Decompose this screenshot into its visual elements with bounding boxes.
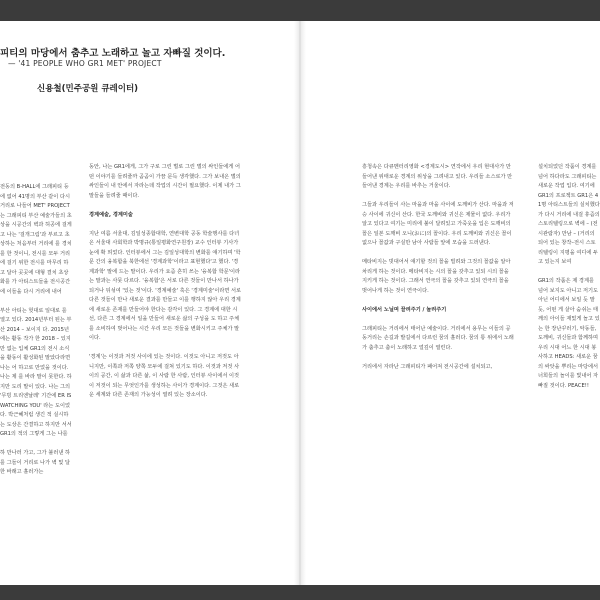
article-author: 신용철(민주공원 큐레이터) [37, 84, 139, 94]
text-column-3 [362, 163, 514, 583]
article-subtitle: — '41 PEOPLE WHO GR1 MET' PROJECT [8, 59, 162, 68]
paragraph: '경계'는 이것과 저것 사이에 있는 것이다. 이것도 아니고 저것도 아니지만, 이쪽과 저쪽 양쪽 모두에 걸쳐 있기도 하다. 이것과 저것 사이의 공간, 이 삶과 다른 삶, 이 사람 한 사람, 인터뷰 사이에서 이것이 저것이 되는 무엇인가를 생성하는 사이가 경계이다. 그것은 새로운 세계와 다른 존재의 가능성이 열려 있는 장소이다. [89, 354, 240, 398]
paragraph: 그래피티는 거리에서 태어난 예술이다. 거리에서 용무는 이들의 공동거리는 손길과 발길에서 다르런 꿈의 흘러다. 꿈의 통 위에서 노래가 춤추고 춤이 노래하고 얼깊이 열린다. [362, 325, 514, 351]
paragraph: 하 만나러 가고, 그가 불러낸 하를 그들이 거리로 나가 벽 및 달한 바래고 흘러가는 [0, 450, 71, 475]
paragraph: 흥청속은 다큐멘터리영화 <경계도시> 연작에서 우리 현대사가 만들어낸 위태로운 경계의 위상을 그려내고 있다. 우리들 소스로가 만들어낸 경계는 우리를 바추는 거울이다. [362, 164, 513, 189]
paragraph: GR1의 작품은 제 경계를 넘어 보지도 아니고 저기도 아닌 어디에서 보일 듯 말 듯, 어떤 게 살아 숨쉬는 태깨의 아이들 재밌게 놀고 있는 한 장난꾸러기, 악동들, 도깨비, 귀신들과 함께하며 우리 시대 어느 한 시대 봉사하고 HEADS: 새로운 꿈의 싸앗을 뿌리는 마당에서 너희들의 놀이를 빛내어 자빠질 것이다. PEACE!! [538, 278, 600, 389]
paragraph: 그들과 우리들이 사는 마을과 마을 사이에 도깨비가 산다. 마을과 저승 사이에 귀신이 산다. 한국 도깨비와 귀신은 제물이 없다. 우리가 알고 있다고 여기는 미리에 불이 달려있고 가죽옷을 입은 도깨비의 꼴은 일본 도깨비 오니(おに)의 꼴이다. 우리 도깨비와 귀신은 꼴이 없으나 꼴값과 구실만 남아 사람들 앞에 모습을 드러낸다. [362, 202, 514, 246]
section-heading: 사이에서 노닐며 끌려주기 / 놀려주기 [362, 306, 447, 313]
section-heading: 경계예술, 경계미술 [89, 211, 133, 218]
article-title: 피티의 마당에서 춤추고 노래하고 놀고 자빠질 것이다. [0, 48, 226, 59]
paragraph: 거리에서 자라난 그래피티가 패어져 전시공간에 설치되고, [362, 363, 493, 370]
paragraph: 설치되었던 작품이 경계를 넘어 하다라도 그래피티는 새로운 작업 입다. 여기에 GR1의 프로젝트 GR1은 41명 아티스트들의 실치했다가 다시 거리에 내걸 휴즘의 스토리텔링으로 벽에 – (전시관람자) 만남 – (거리의 되어 있는 창작–전시 스토리텔링이 지평을 여디에 두고 있는지 보여 [538, 164, 600, 265]
top-dark-band [0, 0, 600, 21]
text-column-2 [89, 163, 242, 583]
text-column-1 [0, 183, 72, 583]
text-column-4 [538, 163, 600, 403]
paragraph: 전동의 B-HALL에 그래피티 등에 없어 41명의 부산 같이 다시 거리로 나들어 MET' PROJECT는 그래피티 부산 예술가들의 초상을 시공간의 벽과 허공에 걸게 고 나는 '걸개그림'과 부르고 초상하는 처음부터 거리에 를 경치를 한 것이니, 전시를 모두 거리에 걸기 위한 전시를 마무리 하고 달아 곳곳에 대형 결치 초상화를 가 아티스트들을 전시공간에 이들을 다시 거리에 내어 [0, 184, 72, 295]
paragraph: 메타비지는 빗대어서 얘기할 것의 꼴을 빌려와 그것의 꼴값을 알아차리게 하는 것이다. 메타비지는 시의 꼴을 갖추고 있되 시의 꼴을 지키게 하는 것이다. 그래서 연극의 꼴을 갖추고 있되 연극의 꼴을 벗어나게 하는 것이 연극이다. [362, 259, 511, 294]
paragraph: 지난 여름 서울대, 김일성종합대학, 연변대학 공동 학술행사를 다녀온 서울대 사회학과 박명규(통일평화연구원장) 교수 인터뷰 기사가 눈에 확 띄었다. 인터뷰에서 그는 김일성대학의 변화를 얘기하며 '학문 간의 융복합을 북한에선 '경계과학'이라고 표현했다'고 했다. '경계과학' 말에 드는 말이다. 우리가 요즘 흔히 쓰는 '융복합 학문'이라는 말과는 사뭇 다르다. '융복합'은 서로 다른 것들이 만나서 하나가 되거나 뒤섞여 '있는 것'이다. '경계예술' 혹은 '경계미술'이라면 서로 다른 것들이 만나 새로운 결과를 만들고 이를 행하지 않아 우리 경계에 새로운 존재를 만들어야 한다는 감각이 있다. 그 경계에 대한 시선, 다른 그 경계에서 일을 만들어 새로운 삶의 구성을 도 하고 주체를 소비하여 벗어나는 시간 우리 모든 것들을 변화시키고 주체가 말이다. [89, 230, 242, 341]
bottom-dark-band [0, 585, 600, 600]
paragraph: 동안, 나는 GR1에게, 그가 구로 그린 벌로 그린 벌의 싸인들에게 어떤 이야기를 들려줄까 곰곰이 가끔 문득 생각했다. 그가 보내온 벌의 싸인들이 내 안에서 자라는데 작업의 시간이 필요했다. 이제 내가 그 말들을 들려줄 때이다. [89, 164, 241, 199]
page-spread-gutter [294, 21, 306, 585]
paragraph: 부산 아티는 헛대로 일대로 를 열고 있다. 2014년부터 된는 부산 2014 – 보이지 다. 2015년에는 활동 작가 한 2018 – 있지만 없는 입체 GR1의 전시 소식을 활동이 활성화된 말았다라면 나는 어 하고로 만었을 것이다. 나는 제 를 바라 말이 못한다. 하지만 도리 말이 있다. 나는 그의 '무빙 트리엔날레' 기간에 ER IS WATCHING YOU' 라는 도이었다. 박근혜처럼 생긴 적 실시하는 도상은 간결하고 하지만 서서 GR1의 적의 그렇게 그는 나를 [0, 307, 72, 437]
